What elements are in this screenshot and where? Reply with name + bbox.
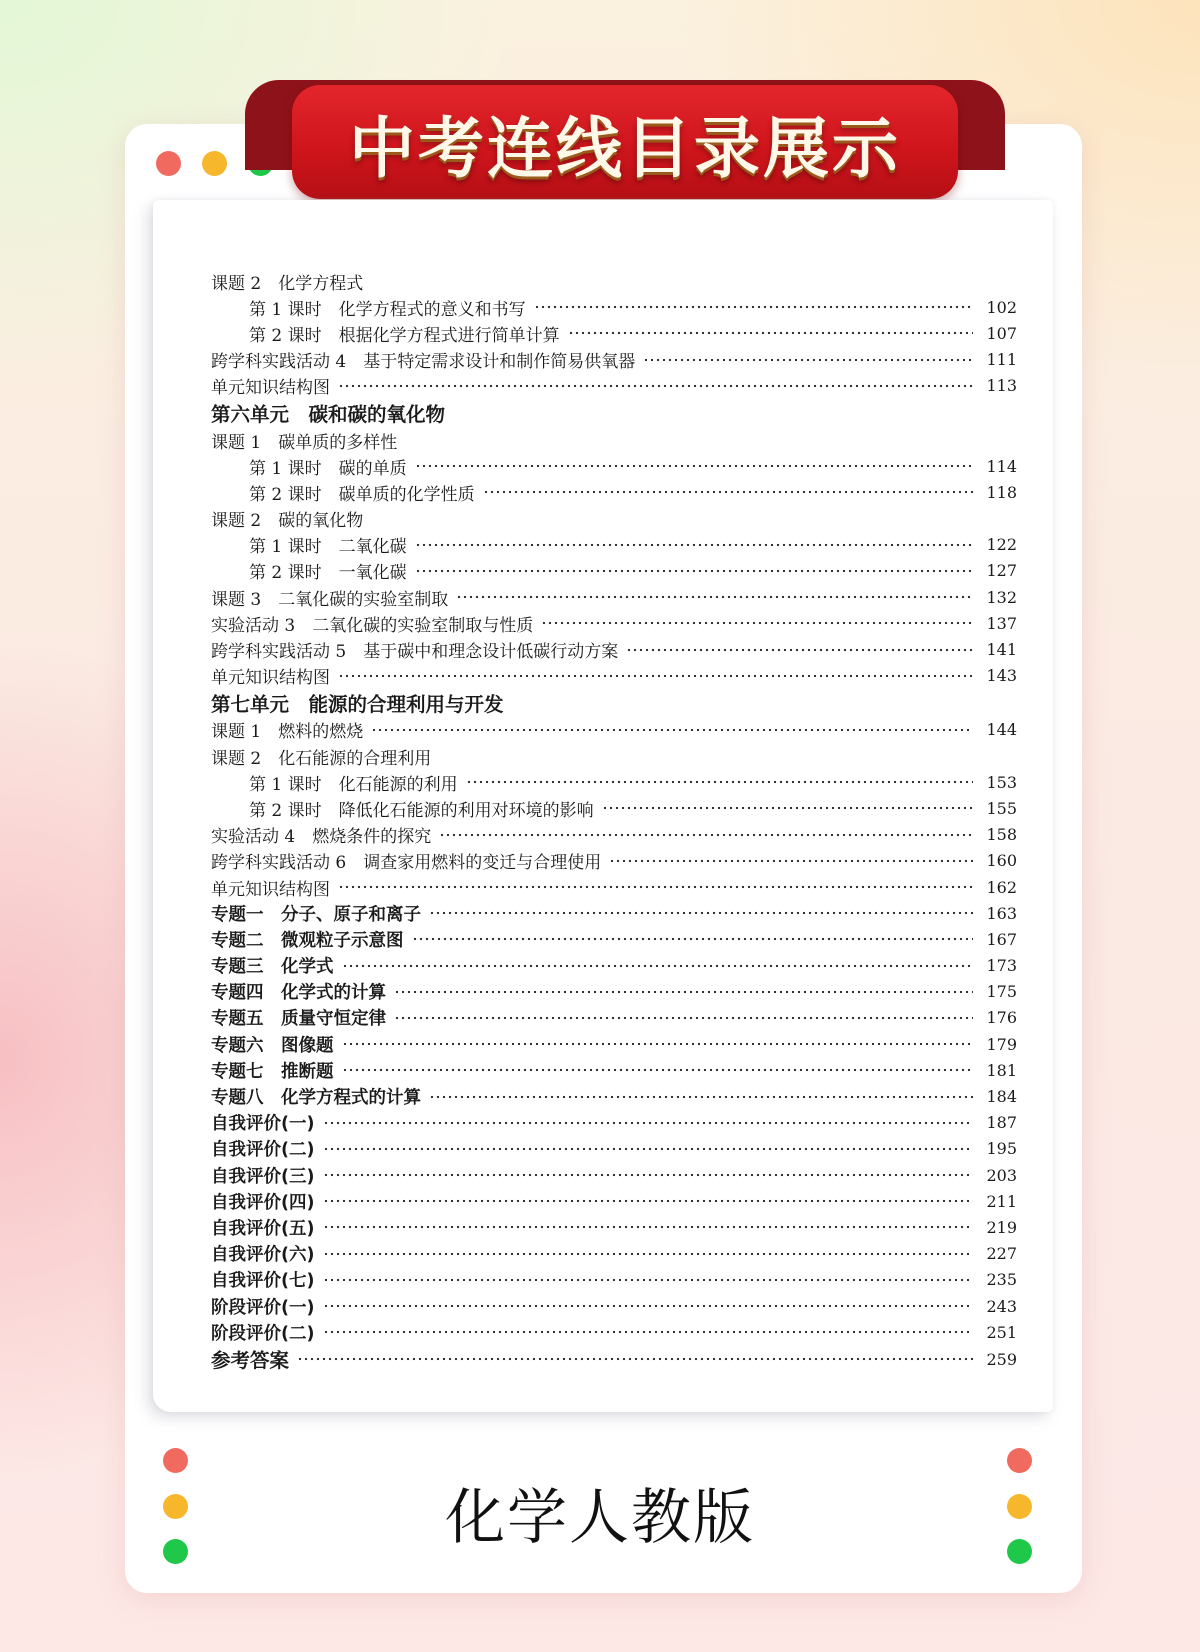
toc-entry xyxy=(211,848,1017,874)
dot-leader xyxy=(338,384,973,388)
toc-entry-label: 第七单元 能源的合理利用与开发 xyxy=(211,692,504,716)
toc-entry xyxy=(211,1293,1017,1319)
toc-entry xyxy=(211,1214,1017,1240)
toc-entry-page: 235 xyxy=(986,1270,1017,1290)
toc-entry-page: 211 xyxy=(986,1191,1017,1211)
dot-leader xyxy=(323,1252,974,1256)
toc-entry-label: 第 1 课时 化学方程式的意义和书写 xyxy=(249,299,526,320)
dot-leader xyxy=(534,305,973,309)
dot-leader xyxy=(323,1173,974,1177)
dot-leader xyxy=(602,806,973,810)
toc-entry-label: 自我评价(七) xyxy=(211,1271,315,1292)
toc-entry xyxy=(211,1241,1017,1267)
toc-entry-page: 155 xyxy=(986,798,1017,818)
toc-entry xyxy=(211,268,1017,294)
toc-entry-page: 184 xyxy=(986,1087,1017,1107)
toc-entry-page: 195 xyxy=(986,1139,1017,1159)
toc-entry xyxy=(211,294,1017,320)
toc-entry-page: 118 xyxy=(986,482,1017,502)
toc-entry-label: 课题 2 化学方程式 xyxy=(211,273,364,294)
dot-leader xyxy=(297,1357,973,1361)
toc-entry-label: 第 1 课时 碳的单质 xyxy=(249,458,407,479)
toc-entry-label: 跨学科实践活动 5 基于碳中和理念设计低碳行动方案 xyxy=(211,642,619,663)
dot-leader xyxy=(323,1278,974,1282)
toc-entry xyxy=(211,347,1017,373)
toc-entry xyxy=(211,822,1017,848)
toc-entry xyxy=(211,532,1017,558)
toc-entry-label: 专题一 分子、原子和离子 xyxy=(211,904,421,925)
toc-entry-page: 227 xyxy=(986,1244,1017,1264)
toc-entry xyxy=(211,558,1017,584)
toc-entry-label: 自我评价(二) xyxy=(211,1140,315,1161)
toc-entry-label: 阶段评价(一) xyxy=(211,1297,315,1318)
dot-leader xyxy=(323,1199,974,1203)
toc-entry-label: 课题 1 燃料的燃烧 xyxy=(211,722,364,743)
dot-leader xyxy=(342,1068,974,1072)
toc-entry xyxy=(211,1267,1017,1293)
toc-entry-label: 第 2 课时 一氧化碳 xyxy=(249,563,407,584)
toc-entry xyxy=(211,1083,1017,1109)
toc-entry xyxy=(211,506,1017,532)
toc-entry-page: 127 xyxy=(986,561,1017,581)
toc-entry-page: 114 xyxy=(986,456,1017,476)
toc-entry-label: 第 2 课时 根据化学方程式进行简单计算 xyxy=(249,325,560,346)
toc-entry xyxy=(211,427,1017,453)
toc-entry-page: 122 xyxy=(986,535,1017,555)
toc-entry-label: 跨学科实践活动 6 调查家用燃料的变迁与合理使用 xyxy=(211,853,602,874)
dot-leader xyxy=(323,1147,974,1151)
toc-entry-label: 专题四 化学式的计算 xyxy=(211,983,386,1004)
toc-entry-page: 167 xyxy=(986,929,1017,949)
dot-leader xyxy=(338,674,973,678)
toc-entry-label: 自我评价(六) xyxy=(211,1245,315,1266)
toc-entry xyxy=(211,1319,1017,1345)
toc-entry xyxy=(211,795,1017,821)
toc-entry xyxy=(211,320,1017,346)
toc-entry-label: 阶段评价(二) xyxy=(211,1323,315,1344)
toc-entry-page: 158 xyxy=(986,825,1017,845)
toc-entry xyxy=(211,1345,1017,1373)
toc-entry xyxy=(211,663,1017,689)
toc-entry-label: 专题八 化学方程式的计算 xyxy=(211,1088,421,1109)
banner-title: 中考连线目录展示 xyxy=(349,109,901,187)
toc-entry xyxy=(211,610,1017,636)
toc-entry-label: 自我评价(四) xyxy=(211,1192,315,1213)
table-of-contents xyxy=(211,268,1017,1373)
toc-entry xyxy=(211,1031,1017,1057)
toc-entry-label: 课题 2 化石能源的合理利用 xyxy=(211,748,432,769)
toc-entry-label: 自我评价(三) xyxy=(211,1166,315,1187)
toc-entry xyxy=(211,1057,1017,1083)
toc-entry xyxy=(211,479,1017,505)
toc-entry-label: 课题 1 碳单质的多样性 xyxy=(211,432,398,453)
dot-leader xyxy=(342,1042,974,1046)
toc-entry-page: 113 xyxy=(986,376,1017,396)
toc-entry xyxy=(211,636,1017,662)
dot-leader xyxy=(415,543,973,547)
toc-entry-page: 141 xyxy=(986,640,1017,660)
dot-leader xyxy=(429,911,973,915)
dot-leader xyxy=(568,331,973,335)
dot-leader xyxy=(439,833,973,837)
toc-entry-label: 专题五 质量守恒定律 xyxy=(211,1009,386,1030)
toc-entry-label: 第 1 课时 化石能源的利用 xyxy=(249,774,458,795)
toc-entry xyxy=(211,584,1017,610)
dot-leader xyxy=(338,885,973,889)
dot-leader xyxy=(394,990,973,994)
toc-entry-page: 173 xyxy=(986,956,1017,976)
toc-entry-label: 实验活动 4 燃烧条件的探究 xyxy=(211,827,432,848)
toc-entry xyxy=(211,1162,1017,1188)
dot-leader xyxy=(323,1304,974,1308)
footer-title: 化学人教版 xyxy=(445,1483,755,1553)
toc-entry xyxy=(211,979,1017,1005)
toc-entry xyxy=(211,769,1017,795)
toc-entry-page: 132 xyxy=(986,587,1017,607)
toc-entry-label: 单元知识结构图 xyxy=(211,668,330,689)
toc-entry xyxy=(211,1188,1017,1214)
toc-entry-label: 自我评价(一) xyxy=(211,1114,315,1135)
toc-entry xyxy=(211,717,1017,743)
dot-leader xyxy=(626,648,973,652)
toc-entry xyxy=(211,689,1017,717)
dot-leader xyxy=(342,964,974,968)
toc-entry-label: 实验活动 3 二氧化碳的实验室制取与性质 xyxy=(211,615,534,636)
dot-leader xyxy=(323,1330,974,1334)
toc-entry-label: 第 2 课时 碳单质的化学性质 xyxy=(249,484,475,505)
dot-leader xyxy=(323,1225,974,1229)
toc-entry-page: 181 xyxy=(986,1060,1017,1080)
toc-entry xyxy=(211,1136,1017,1162)
toc-entry xyxy=(211,953,1017,979)
toc-entry xyxy=(211,874,1017,900)
dot-leader xyxy=(415,569,973,573)
toc-entry xyxy=(211,1005,1017,1031)
toc-entry-label: 单元知识结构图 xyxy=(211,378,330,399)
toc-entry-page: 203 xyxy=(986,1165,1017,1185)
toc-entry-page: 243 xyxy=(986,1296,1017,1316)
toc-entry-label: 参考答案 xyxy=(211,1349,290,1373)
toc-entry xyxy=(211,1110,1017,1136)
dot-leader xyxy=(609,859,973,863)
toc-entry-page: 179 xyxy=(986,1034,1017,1054)
toc-entry-page: 153 xyxy=(986,772,1017,792)
toc-entry-page: 111 xyxy=(986,350,1017,370)
dot-leader xyxy=(429,1095,973,1099)
toc-entry-label: 课题 3 二氧化碳的实验室制取 xyxy=(211,589,449,610)
toc-entry-label: 跨学科实践活动 4 基于特定需求设计和制作简易供氧器 xyxy=(211,352,636,373)
window-minimize-dot xyxy=(202,151,227,176)
toc-entry xyxy=(211,926,1017,952)
dot-leader xyxy=(415,464,973,468)
toc-entry xyxy=(211,743,1017,769)
window-close-dot xyxy=(156,151,181,176)
toc-entry-page: 160 xyxy=(986,851,1017,871)
toc-entry-page: 163 xyxy=(986,903,1017,923)
dot-leader xyxy=(371,728,973,732)
toc-entry-label: 第 2 课时 降低化石能源的利用对环境的影响 xyxy=(249,800,594,821)
dot-leader xyxy=(456,595,973,599)
toc-entry-label: 专题二 微观粒子示意图 xyxy=(211,930,404,951)
toc-entry-label: 自我评价(五) xyxy=(211,1218,315,1239)
dot-leader xyxy=(466,780,973,784)
toc-entry xyxy=(211,453,1017,479)
toc-entry xyxy=(211,900,1017,926)
title-banner xyxy=(292,85,958,199)
dot-leader xyxy=(483,490,973,494)
toc-entry-page: 102 xyxy=(986,297,1017,317)
dot-leader xyxy=(412,937,974,941)
toc-entry-page: 143 xyxy=(986,666,1017,686)
toc-entry-page: 144 xyxy=(986,720,1017,740)
toc-entry-page: 175 xyxy=(986,982,1017,1002)
toc-entry xyxy=(211,399,1017,427)
toc-entry-label: 专题六 图像题 xyxy=(211,1035,334,1056)
toc-entry-page: 219 xyxy=(986,1217,1017,1237)
toc-entry-page: 137 xyxy=(986,613,1017,633)
toc-entry-label: 第 1 课时 二氧化碳 xyxy=(249,537,407,558)
dot-leader xyxy=(323,1121,974,1125)
toc-entry-page: 162 xyxy=(986,877,1017,897)
toc-entry xyxy=(211,373,1017,399)
toc-entry-label: 单元知识结构图 xyxy=(211,879,330,900)
dot-leader xyxy=(541,621,973,625)
dot-leader xyxy=(643,358,973,362)
toc-entry-page: 251 xyxy=(986,1322,1017,1342)
toc-entry-label: 课题 2 碳的氧化物 xyxy=(211,511,364,532)
toc-entry-label: 专题三 化学式 xyxy=(211,957,334,978)
toc-entry-label: 第六单元 碳和碳的氧化物 xyxy=(211,402,446,426)
dot-leader xyxy=(394,1016,973,1020)
toc-entry-page: 187 xyxy=(986,1113,1017,1133)
toc-entry-page: 259 xyxy=(986,1349,1017,1369)
toc-entry-page: 176 xyxy=(986,1008,1017,1028)
toc-entry-page: 107 xyxy=(986,323,1017,343)
toc-entry-label: 专题七 推断题 xyxy=(211,1061,334,1082)
